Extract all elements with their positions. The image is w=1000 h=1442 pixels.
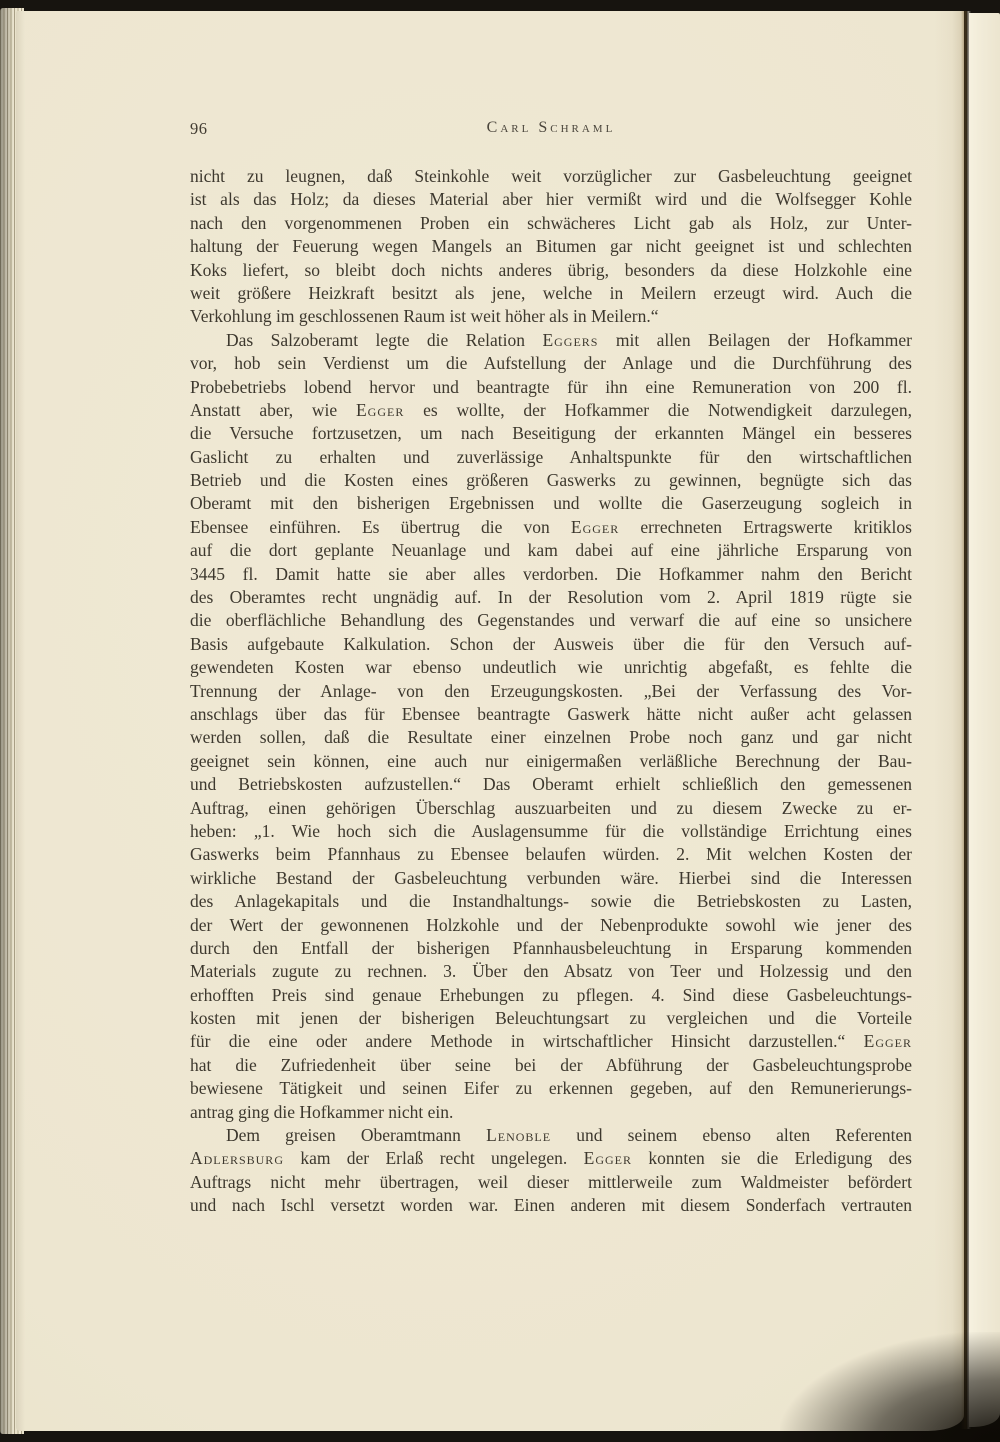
text-line: kosten mit jenen der bisherigen Beleuchtungsart zu vergleichen und die Vorteile [190,1008,912,1029]
running-header: Carl Schraml [486,119,616,136]
person-name: Egger [355,399,405,420]
page-header [190,119,912,143]
text-line: auf die dort geplante Neuanlage und kam dabei auf eine jährliche Ersparung von [190,540,912,561]
text-line: nicht zu leugnen, daß Steinkohle weit vorzüglicher zur Gasbeleuchtung geeignet [190,166,912,186]
text-line: anschlags über das für Ebensee beantragte Gaswerk hätte nicht außer acht gelassen [190,703,912,724]
text-line: und nach Ischl versetzt worden war. Einen anderen mit diesem Sonderfach vertrauten [190,1195,912,1216]
paragraph [190,1124,912,1218]
person-name: Egger [863,1031,912,1052]
text-line: die Versuche fortzusetzen, um nach Beseitigung der erkannten Mängel ein besseres [190,423,912,444]
text-line: für die eine oder andere Methode in wirtschaftlicher Hinsicht darzustellen.“ Egger [190,1031,912,1052]
paragraph [190,165,912,329]
text-line: erhofften Preis sind genaue Erhebungen zu pflegen. 4. Sind diese Gasbeleuchtungs- [190,984,912,1005]
text-line: Basis aufgebaute Kalkulation. Schon der Ausweis über die für den Versuch auf- [190,633,912,654]
text-line: Materials zugute zu rechnen. 3. Über den Absatz von Teer und Holzessig und den [190,961,912,982]
text-line: Betrieb und die Kosten eines größeren Gaswerks zu gewinnen, begnügte sich das [190,470,912,491]
person-name: Eggers [542,329,599,350]
text-line: durch den Entfall der bisherigen Pfannhausbeleuchtung in Ersparung kommenden [190,937,912,958]
text-line: Das Salzoberamt legte die Relation Eggers mit allen Beilagen der Hofkammer [226,329,912,350]
text-line: heben: „1. Wie hoch sich die Auslagensumme für die vollständige Errichtung eines [190,820,912,841]
text-line: Ebensee einführen. Es übertrug die von Egger errechneten Ertragswerte kritiklos [190,516,912,537]
text-line: vor, hob sein Verdienst um die Aufstellung der Anlage und die Durchführung des [190,353,912,374]
text-line: Trennung der Anlage- von den Erzeugungskosten. „Bei der Verfassung des Vor- [190,680,912,701]
text-line: nach den vorgenommenen Proben ein schwächeres Licht gab als Holz, zur Unter- [190,212,912,233]
text-line: des Anlagekapitals und die Instandhaltungs- sowie die Betriebskosten zu Lasten, [190,891,912,912]
book-page [16,11,964,1431]
text-line: des Oberamtes recht ungnädig auf. In der Resolution vom 2. April 1819 rügte sie [190,587,912,608]
page-number: 96 [190,119,208,138]
text-line: hat die Zufriedenheit über seine bei der Abführung der Gasbeleuchtungsprobe [190,1054,912,1075]
person-name: Lenoble [486,1125,552,1146]
person-name: Adlersburg [190,1148,284,1169]
text-line: Anstatt aber, wie Egger es wollte, der Hofkammer die Notwendigkeit darzulegen, [190,399,912,420]
person-name: Egger [583,1148,633,1169]
facing-page-sliver [969,13,1000,1427]
text-line: Gaswerks beim Pfannhaus zu Ebensee belaufen würden. 2. Mit welchen Kosten der [190,844,912,865]
text-line: Gaslicht zu erhalten und zuverlässige Anhaltspunkte für den wirtschaftlichen [190,446,912,467]
text-line: Auftrags nicht mehr übertragen, weil dieser mittlerweile zum Waldmeister befördert [190,1171,912,1192]
text-line: ist als das Holz; da dieses Material aber hier vermißt wird und die Wolfsegger Kohle [190,189,912,210]
text-line: geeignet sein können, eine auch nur einigermaßen verläßliche Berechnung der Bau- [190,750,912,771]
text-line: Koks liefert, so bleibt doch nichts anderes übrig, besonders da diese Holzkohle eine [190,259,912,280]
text-line: Oberamt mit den bisherigen Ergebnissen und wollte die Gaserzeugung sogleich in [190,493,912,514]
text-line: Auftrag, einen gehörigen Überschlag auszuarbeiten und zu diesem Zwecke zu er- [190,797,912,818]
body-text [190,165,912,1218]
person-name: Egger [570,516,620,537]
text-line: der Wert der gewonnenen Holzkohle und der Nebenprodukte sowohl wie jener des [190,914,912,935]
text-line: Probebetriebs lobend hervor und beantragte für ihn eine Remuneration von 200 fl. [190,376,912,397]
text-line: bewiesene Tätigkeit und seinen Eifer zu erkennen gegeben, auf den Remunerierungs- [190,1078,912,1099]
text-line: Verkohlung im geschlossenen Raum ist weit höher als in Meilern.“ [190,306,659,327]
text-line: die oberflächliche Behandlung des Gegenstandes und verwarf die auf eine so unsichere [190,610,912,631]
text-line: 3445 fl. Damit hatte sie aber alles verdorben. Die Hofkammer nahm den Bericht [190,563,912,584]
text-line: gewendeten Kosten war ebenso undeutlich wie unrichtig abgefaßt, es fehlte die [190,657,912,678]
text-line: werden sollen, daß die Resultate einer einzelnen Probe noch ganz und gar nicht [190,727,912,748]
text-line: Dem greisen Oberamtmann Lenoble und seinem ebenso alten Referenten [226,1125,912,1146]
text-line: Adlersburg kam der Erlaß recht ungelegen. Egger konnten sie die Erledigung des [190,1148,912,1169]
text-line: antrag ging die Hofkammer nicht ein. [190,1101,454,1122]
text-line: und Betriebskosten aufzustellen.“ Das Oberamt erhielt schließlich den gemessenen [190,774,912,795]
text-line: haltung der Feuerung wegen Mangels an Bitumen gar nicht geeignet ist und schlechten [190,236,912,257]
text-line: weit größere Heizkraft besitzt als jene, welche in Meilern erzeugt wird. Auch die [190,282,912,303]
text-line: wirkliche Bestand der Gasbeleuchtung verbunden wäre. Hierbei sind die Interessen [190,867,912,888]
paragraph [190,329,912,1124]
